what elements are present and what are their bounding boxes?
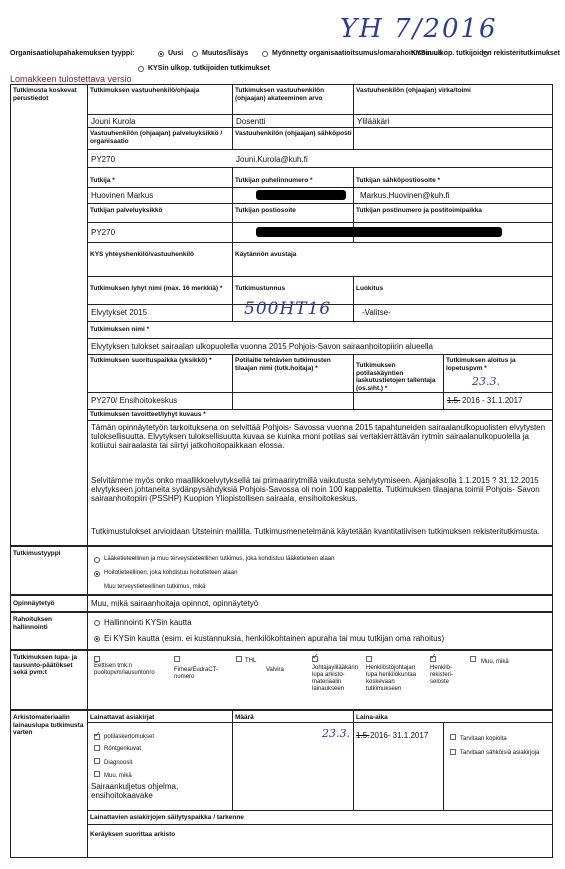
handwritten-date-a: 23.3. [472,375,500,388]
phone-label: Tutkijan puhelinnumero * [235,177,313,184]
type-radio-2[interactable] [94,571,100,577]
radio-ulkop[interactable] [138,66,144,72]
r-unit-label: Tutkijan palveluyksikkö [90,207,163,214]
researcher-value[interactable]: Huovinen Markus [91,191,154,200]
loan-strike: 1.5. [356,731,370,740]
resp-job-value[interactable]: Ylilääkäri [357,117,390,126]
archive-check-1-icon: ✓ [94,730,101,739]
dates-strike: 1.5. [447,396,461,405]
section-funding [10,612,553,650]
archive-item-2: Röntgenkuvat [104,746,142,752]
permit-cb-1[interactable] [94,656,100,662]
archive-item-1: potilaskertomukset [104,734,155,740]
unit-value[interactable]: PY270 [91,155,116,164]
archive-col3: Laina-aika [356,714,388,721]
dates-value[interactable]: 2016 - 31.1.2017 [462,396,523,405]
unit-label: Vastuuhenkilön (ohjaajan) palveluyksikkö / organisaatio [90,130,223,145]
address-redaction [256,227,502,237]
section-type [10,546,553,595]
id-label: Tutkimustunnus [235,285,286,292]
class-label: Luokitus [356,285,384,292]
billing-label: Tutkimuksen potilaskäyntien laskutustietojen tallentaja (os.siht.) * [356,362,436,392]
handwritten-tunnus: 500HT16 [244,299,332,319]
loan-dates[interactable]: 2016- 31.1.2017 [370,731,429,740]
dates-label: Tutkimuksen aloitus ja lopetuspvm * [446,357,516,372]
goals-label: Tutkimuksen tavoitteet/lyhyt kuvaus * [90,411,206,418]
resp-title-value[interactable]: Dosentti [236,117,266,126]
type-option-2: Hoitotieteellinen, joka kohdistuu hoitotieteen alaan [104,570,238,576]
permit-cb-2[interactable] [174,656,180,662]
type-option-1: Lääketieteellinen ja muu terveystieteellinen tutkimus, joka kohdistuu lääketieteen alaan [104,556,335,562]
permit-check-5-icon: ✓ [312,652,319,661]
archive-item-3: Diagnoosit [104,760,133,766]
archive-cb-3[interactable] [94,758,100,764]
type-side: Tutkimustyyppi [13,550,61,557]
email-label: Vastuuhenkilön (ohjaajan) sähköposti [235,130,352,137]
funding-radio-2[interactable] [94,636,100,642]
thesis-value[interactable]: Muu, mikä sairaanhoitaja opinnot, opinnäytetyö [91,599,259,608]
permit-4: Valvira [266,667,284,673]
handwritten-header-note: YH 7/2016 [340,14,498,44]
goals-p1: Tämän opinnäytetyön tarkoituksena on selvittää Pohjois- Savossa vuonna 2015 tapahtuneiden sairaalanulkopuolisten elvytysten tuloksellisuutta. Elvytyksen tuloksellisuutta kuvaa se kuinka moni potilas sai vertakierrättävän rytmin sairaalanulkopuolella ja kotiutui sairaalasta tai siirtyi jatkohoitopaikkaan elossa. [91,423,546,450]
section-basic-info-label: Tutkimusta koskevat perustiedot [13,87,77,102]
email-value[interactable]: Jouni.Kurola@kuh.fi [236,155,308,164]
archive-item-4: Muu, mikä [104,773,132,779]
goals-p3: Tutkimustulokset arvioidaan Utsteinin mallilla. Tutkimusmenetelmänä käytetään kvantitatiivisen tutkimuksen rekisteritutkimusta. [91,527,540,536]
r-email-label: Tutkijan sähköpostiosoite * [356,177,441,184]
name-label: Tutkimuksen nimi * [90,326,150,333]
copy-1: Tarvitaan kopioita [460,736,507,742]
assistant-label: Käytännön avustaja [235,251,297,258]
option-uusi: Uusi [168,50,184,57]
copy-cb-1[interactable] [450,734,456,740]
funding-radio-1[interactable] [94,620,100,626]
patients-label: Potilaille tehtävien tutkimusten tilaajan nimi (tutk.hoitaja) * [235,357,331,372]
archive-other-value[interactable]: Sairaankuljetus ohjelma, ensihoitokaavake [91,782,179,800]
permit-cb-6[interactable] [366,656,372,662]
permit-7: Henkilö-rekisteri-seloste [430,665,454,685]
archive-cb-4[interactable] [94,771,100,777]
funding-opt2: Ei KYSin kautta (esim. ei kustannuksia, henkilökohtainen apuraha tai muu tutkijan oma rahoitus) [104,634,445,643]
permit-2: Fimea/EudraCT-numero [174,667,219,680]
type-radio-1[interactable] [94,557,100,563]
copy-2: Tarvitaan sähköisiä asiakirjoja [460,750,540,756]
resp-name-value[interactable]: Jouni Kurola [91,117,136,126]
type-option-3: Muu terveystieteellinen tutkimus, mikä [104,584,206,590]
archive-col2: Määrä [235,714,254,721]
resp-title-label: Tutkimuksen vastuuhenkilön (ohjaajan) akateeminen arvo [235,87,325,102]
storage-label: Lainattavien asiakirjojen säilytyspaikka / tarkenne [90,814,244,821]
permit-3: THL [245,658,257,664]
class-select[interactable]: -Valitse- [362,308,391,317]
r-zip-label: Tutkijan postinumero ja postitoimipaikka [356,207,482,214]
phone-redaction [256,190,346,200]
print-link[interactable]: Lomakkeen tulostettava versio [10,74,132,84]
goals-p2: Selvitämme myös onko maallikkoelvytyksellä tai primaarirytmillä vaikutusta selviytymiseen. Ajanjaksolla 1.1.2015 ? 31.12.2015 elvytykseen johtaneita sydänpysähdyksiä Pohjois-Savossa oli noin 100 kappaletta. Tutkimuksen tilaajana toimii Pohjois- Savon sairaanhoitopiiri (PSSHP) Kuopion Yliopistollisen sairaala, ensihoitokeskus. [91,476,540,503]
place-label: Tutkimuksen suorituspaikka (yksikkö) * [90,357,212,364]
kys-contact-label: KYS yhteyshenkilö/vastuuhenkilö [90,251,195,258]
researcher-label: Tutkija * [90,177,115,184]
handwritten-date-b: 23.3. [322,727,350,740]
resp-job-label: Vastuuhenkilön (ohjaajan) virka/toimi [356,87,471,94]
permit-6: Henkilöstöjohtajan lupa henkilökuntaa koskevaan tutkimukseen [366,665,417,692]
funding-opt1: Hallinnointi KYSin kautta [104,618,192,627]
type-label: Organisaatiolupahakemuksen tyyppi: [10,50,135,57]
short-name-label: Tutkimuksen lyhyt nimi (max. 16 merkkiä) * [90,285,223,292]
option-muutos: Muutos/lisäys [202,50,249,57]
copy-cb-2[interactable] [450,749,456,755]
archive-cb-2[interactable] [94,745,100,751]
permits-side: Tutkimuksen lupa- ja lausunto-päätökset sekä pvm:t [13,654,78,676]
place-value[interactable]: PY270/ Ensihoitokeskus [91,396,178,405]
permit-check-7-icon: ✓ [430,652,437,661]
option-rekisteri: KYSin ulkop. tutkijoiden rekisteritutkimukset [411,50,560,57]
option-ulkop: KYSin ulkop. tutkijoiden tutkimukset [148,65,270,72]
thesis-side: Opinnäytetyö [13,600,55,607]
r-addr-label: Tutkijan postiosoite [235,207,296,214]
option-myonnetty: Myönnetty organisaatioitsumus/omarahoitusosuus [272,50,442,57]
permit-cb-3[interactable] [236,656,242,662]
r-unit-value[interactable]: PY270 [91,228,116,237]
name-value[interactable]: Elvytyksen tulokset sairaalan ulkopuolella vuonna 2015 Pohjois-Savon sairaanhoitopiirin alueella [91,342,433,351]
funding-side: Rahoituksen hallinnointi [13,616,53,631]
collect-label: Keräyksen suorittaa arkisto [90,831,176,838]
permit-5: Johtajaylilääkärin lupa arkisto-materiaalin lainaukseen [312,665,359,692]
permit-8: Muu, mikä [481,659,509,665]
short-name-value[interactable]: Elvytykset 2015 [91,308,148,317]
r-email-value[interactable]: Markus.Huovinen@kuh.fi [360,191,450,200]
permit-cb-8[interactable] [470,656,476,662]
archive-side: Arkistomateriaalin lainauslupa tutkimusta varten [13,714,84,736]
archive-col1: Lainattavat asiakirjat [90,714,155,721]
resp-name-label: Tutkimuksen vastuuhenkilö/ohjaaja [90,87,200,94]
permit-1: Eettisen tmk:n puoltopvm/lausuntonro [94,663,155,676]
